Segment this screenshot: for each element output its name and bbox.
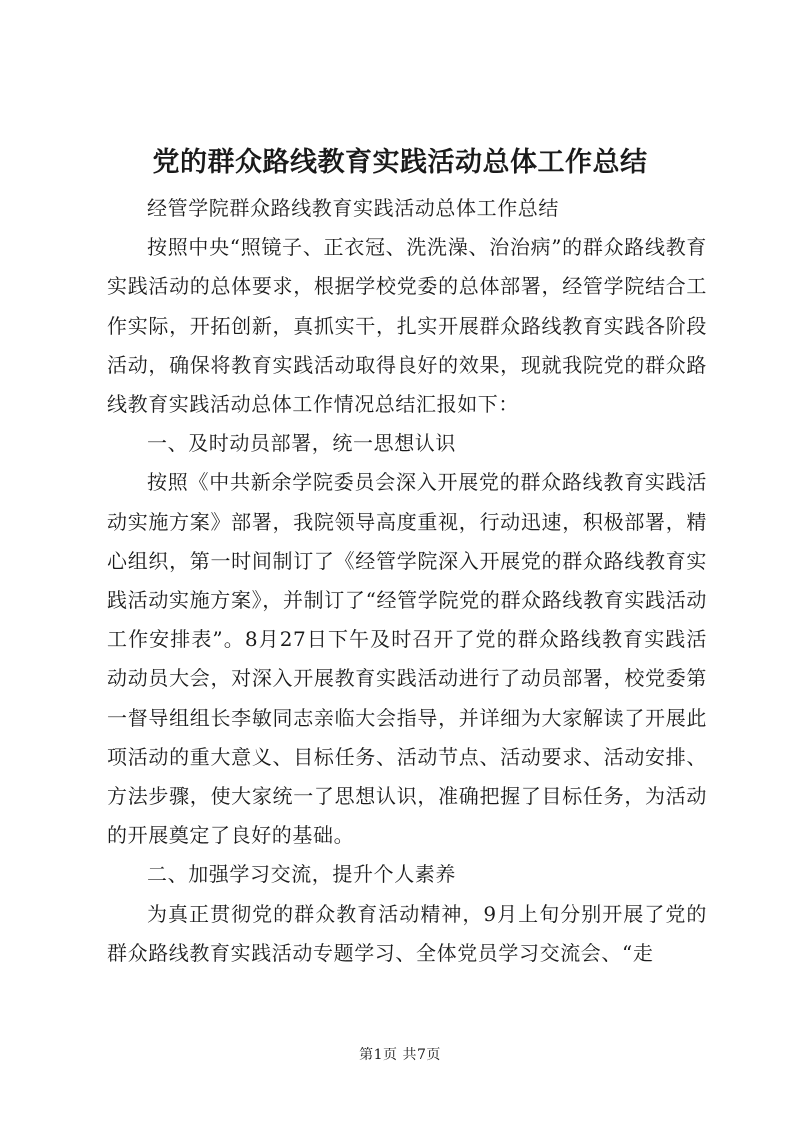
section-heading-2: 二、加强学习交流，提升个人素养 (147, 862, 456, 887)
paragraph-section-2: 为真正贯彻党的群众教育活动精神，9月上旬分别开展了党的群众路线教育实践活动专题学习、全体党员学习交流会、“走 (107, 901, 707, 965)
document-body (107, 189, 707, 973)
document-title: 党的群众路线教育实践活动总体工作总结 (152, 147, 648, 178)
paragraph-section-1: 按照《中共新余学院委员会深入开展党的群众路线教育实践活动实施方案》部署，我院领导高度重视，行动迅速，积极部署，精心组织，第一时间制订了《经管学院深入开展党的群众路线教育实践活动实施方案》，并制订了“经管学院党的群众路线教育实践活动工作安排表”。8月27日下午及时召开了党的群众路线教育实践活动动员大会，对深入开展教育实践活动进行了动员部署，校党委第一督导组组长李敏同志亲临大会指导，并详细为大家解读了开展此项活动的重大意义、目标任务、活动节点、活动要求、活动安排、方法步骤，使大家统一了思想认识，准确把握了目标任务，为活动的开展奠定了良好的基础。 (107, 470, 707, 848)
paragraph-subtitle: 经管学院群众路线教育实践活动总体工作总结 (147, 196, 559, 220)
section-heading-1: 一、及时动员部署，统一思想认识 (147, 431, 456, 456)
paragraph-intro: 按照中央“照镜子、正衣冠、洗洗澡、治治病”的群众路线教育实践活动的总体要求，根据学校党委的总体部署，经管学院结合工作实际，开拓创新，真抓实干，扎实开展群众路线教育实践各阶段活动，确保将教育实践活动取得良好的效果，现就我院党的群众路线教育实践活动总体工作情况总结汇报如下： (107, 235, 707, 417)
page-footer: 第1页 共7页 (359, 1047, 441, 1063)
